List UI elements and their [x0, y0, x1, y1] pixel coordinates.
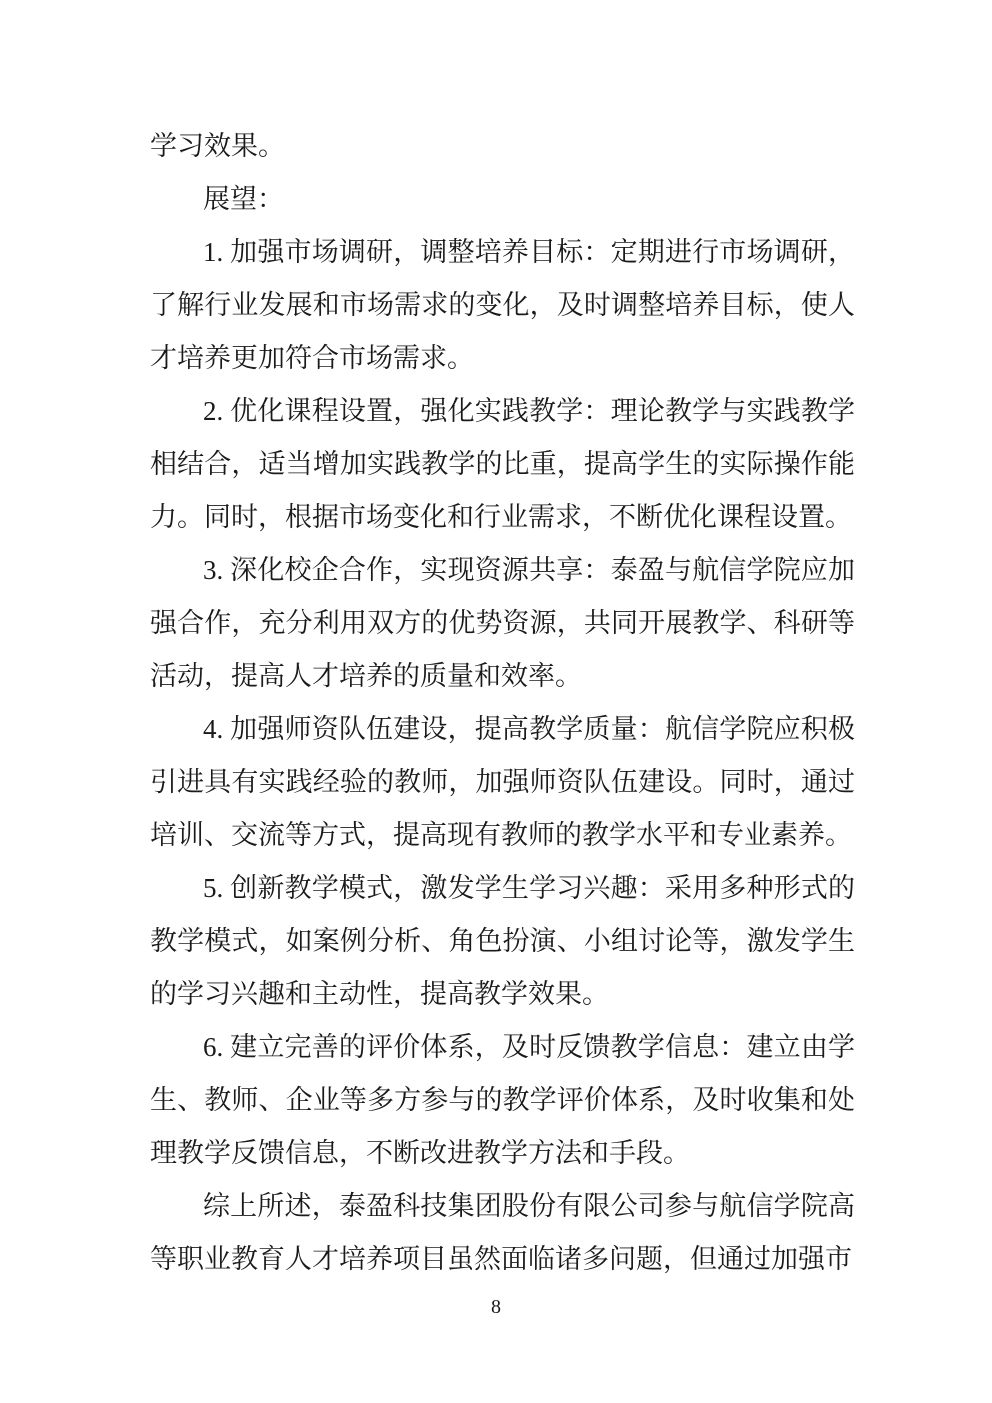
- text-line: 相结合，适当增加实践教学的比重，提高学生的实际操作能: [150, 449, 855, 479]
- text-line: 活动，提高人才培养的质量和效率。: [150, 661, 582, 691]
- paragraph: [150, 544, 855, 703]
- text-line: 力。同时，根据市场变化和行业需求，不断优化课程设置。: [150, 502, 852, 532]
- paragraph: [150, 120, 855, 173]
- text-line: 生、教师、企业等多方参与的教学评价体系，及时收集和处: [150, 1085, 855, 1115]
- paragraph: [150, 1180, 855, 1286]
- text-line: 4. 加强师资队伍建设，提高教学质量：航信学院应积极: [203, 714, 855, 744]
- text-line: 学习效果。: [150, 131, 285, 161]
- page-number: 8: [491, 1296, 501, 1318]
- text-line: 才培养更加符合市场需求。: [150, 343, 474, 373]
- text-line: 综上所述，泰盈科技集团股份有限公司参与航信学院高: [203, 1191, 855, 1221]
- text-line: 展望：: [203, 184, 284, 214]
- page-footer: [0, 1292, 992, 1322]
- paragraph: [150, 173, 855, 226]
- paragraph: [150, 385, 855, 544]
- text-line: 6. 建立完善的评价体系，及时反馈教学信息：建立由学: [203, 1032, 855, 1062]
- paragraph: [150, 862, 855, 1021]
- text-line: 等职业教育人才培养项目虽然面临诸多问题，但通过加强市: [150, 1244, 852, 1274]
- paragraph: [150, 1021, 855, 1180]
- text-line: 教学模式，如案例分析、角色扮演、小组讨论等，激发学生: [150, 926, 855, 956]
- text-line: 3. 深化校企合作，实现资源共享：泰盈与航信学院应加: [203, 555, 855, 585]
- text-line: 了解行业发展和市场需求的变化，及时调整培养目标，使人: [150, 290, 855, 320]
- text-line: 2. 优化课程设置，强化实践教学：理论教学与实践教学: [203, 396, 855, 426]
- text-line: 5. 创新教学模式，激发学生学习兴趣：采用多种形式的: [203, 873, 855, 903]
- text-line: 培训、交流等方式，提高现有教师的教学水平和专业素养。: [150, 820, 852, 850]
- text-line: 引进具有实践经验的教师，加强师资队伍建设。同时，通过: [150, 767, 855, 797]
- text-line: 强合作，充分利用双方的优势资源，共同开展教学、科研等: [150, 608, 855, 638]
- text-line: 的学习兴趣和主动性，提高教学效果。: [150, 979, 609, 1009]
- text-line: 1. 加强市场调研，调整培养目标：定期进行市场调研，: [203, 237, 855, 267]
- document-body: [150, 120, 855, 1286]
- paragraph: [150, 226, 855, 385]
- text-line: 理教学反馈信息，不断改进教学方法和手段。: [150, 1138, 690, 1168]
- paragraph: [150, 703, 855, 862]
